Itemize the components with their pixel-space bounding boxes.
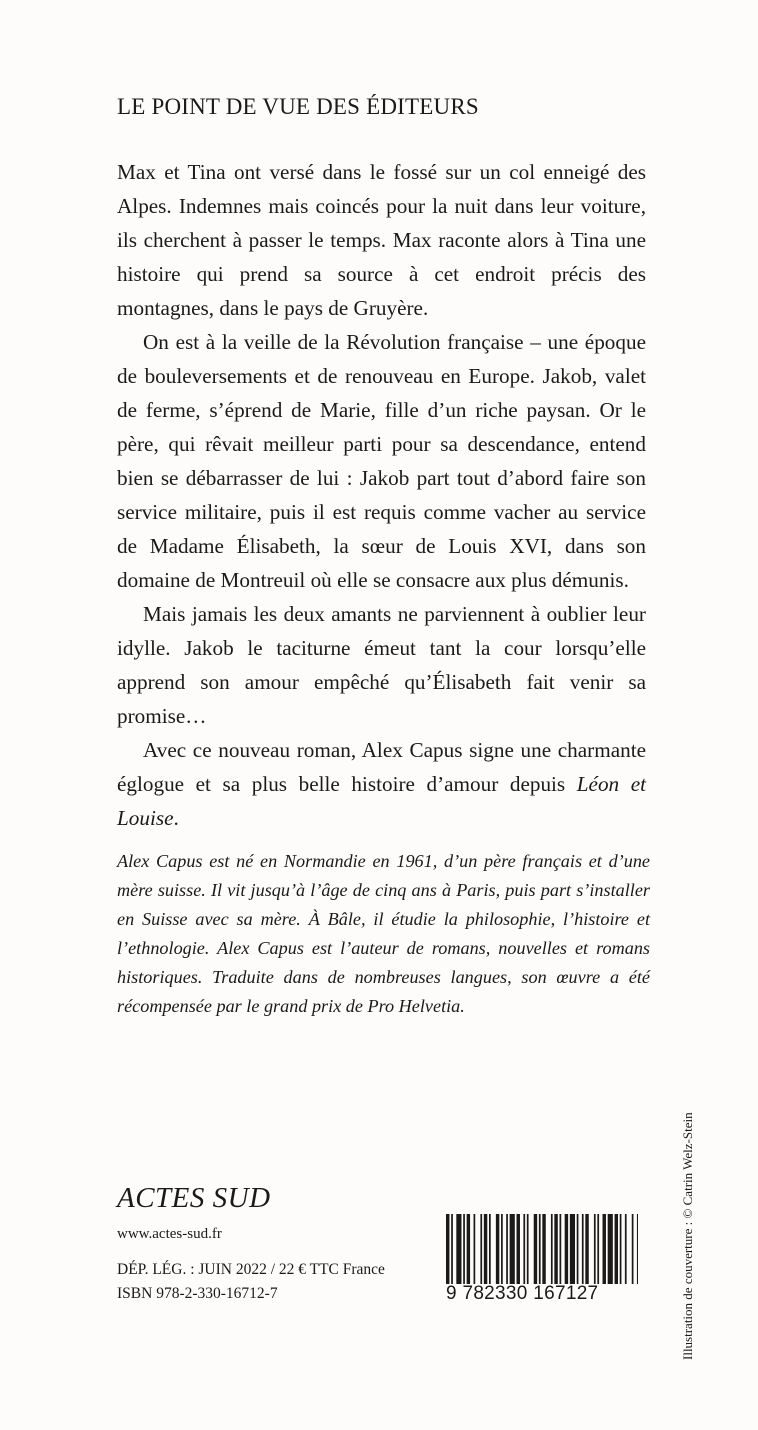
barcode-bar — [517, 1214, 520, 1284]
barcode-bar — [496, 1214, 499, 1284]
barcode-bar — [577, 1214, 579, 1284]
isbn: ISBN 978-2-330-16712-7 — [117, 1285, 278, 1302]
barcode-bar — [603, 1214, 606, 1284]
blurb-paragraph-4-text: Avec ce nouveau roman, Alex Capus signe une charmante églogue et sa plus belle histoire d’amour depuis — [117, 738, 646, 796]
barcode-bar — [582, 1214, 584, 1284]
blurb-paragraph-4-end: . — [173, 806, 179, 830]
legal-deposit-price: DÉP. LÉG. : JUIN 2022 / 22 € TTC France — [117, 1261, 385, 1278]
barcode-bar — [620, 1214, 622, 1284]
section-heading: LE POINT DE VUE DES ÉDITEURS — [117, 94, 479, 119]
barcode-bar — [463, 1214, 465, 1284]
barcode-bar — [615, 1214, 618, 1284]
barcode-bar — [523, 1214, 525, 1284]
barcode-bar — [594, 1214, 596, 1284]
blurb-paragraph-4 — [117, 733, 646, 835]
barcode-bar — [539, 1214, 541, 1284]
barcode-bar — [527, 1214, 529, 1284]
barcode-bar — [632, 1214, 634, 1284]
barcode-bar — [489, 1214, 491, 1284]
barcode-bar — [484, 1214, 487, 1284]
barcode-bar — [585, 1214, 588, 1284]
barcode-digits: 9 782330 167127 — [446, 1283, 599, 1304]
barcode-bar — [565, 1214, 568, 1284]
barcode-bar — [570, 1214, 575, 1284]
barcode-bar — [480, 1214, 482, 1284]
publisher-website: www.actes-sud.fr — [117, 1226, 222, 1242]
barcode-bar — [534, 1214, 537, 1284]
barcode-bar — [554, 1214, 557, 1284]
barcode-bars — [446, 1214, 638, 1284]
barcode-bar — [608, 1214, 613, 1284]
barcode-bar — [474, 1214, 476, 1284]
barcode-bar — [551, 1214, 553, 1284]
barcode-bar — [501, 1214, 503, 1284]
publisher-logo: ACTES SUD — [117, 1182, 271, 1214]
barcode-bar — [456, 1214, 461, 1284]
book-title-reference: Léon et Louise — [117, 772, 647, 830]
legal-info — [117, 1258, 385, 1306]
blurb-paragraph-2: On est à la veille de la Révolution française – une époque de bouleversements et de renouveau en Europe. Jakob, valet de ferme, s’éprend de Marie, fille d’un riche paysan. Or le père, qui rêvait meilleur parti pour sa descendance, entend bien se débarrasser de lui : Jakob part tout d’abord faire son service militaire, puis il est requis comme vacher au service de Madame Élisabeth, la sœur de Louis XVI, dans son domaine de Montreuil où elle se consacre aux plus démunis. — [117, 330, 646, 592]
barcode-bar — [542, 1214, 545, 1284]
blurb-paragraph-3: Mais jamais les deux amants ne parviennent à oublier leur idylle. Jakob le taciturne émeut tant la cour lorsqu’elle apprend son amour empêché qu’Élisabeth fait venir sa promise… — [117, 602, 646, 728]
barcode-bar — [467, 1214, 470, 1284]
barcode-bar — [451, 1214, 453, 1284]
publisher-blurb — [117, 155, 646, 835]
barcode-bar — [597, 1214, 599, 1284]
author-bio: Alex Capus est né en Normandie en 1961, d’un père français et d’une mère suisse. Il vit jusqu’à l’âge de cinq ans à Paris, puis part s’installer en Suisse avec sa mère. À Bâle, il étudie la philosophie, l’histoire et l’ethnologie. Alex Capus est l’auteur de romans, nouvelles et romans historiques. Traduite dans de nombreuses langues, son œuvre a été récompensée par le grand prix de Pro Helvetia. — [117, 851, 650, 1016]
barcode-bar — [446, 1214, 449, 1284]
cover-illustration-credit: Illustration de couverture : © Catrin Welz-Stein — [680, 1112, 695, 1360]
barcode-bar — [637, 1214, 638, 1284]
barcode-bar — [506, 1214, 508, 1284]
blurb-paragraph-1: Max et Tina ont versé dans le fossé sur un col enneigé des Alpes. Indemnes mais coincés pour la nuit dans leur voiture, ils cherchent à passer le temps. Max raconte alors à Tina une histoire qui prend sa source à cet endroit précis des montagnes, dans le pays de Gruyère. — [117, 160, 646, 320]
barcode-bar — [560, 1214, 562, 1284]
barcode-bar — [625, 1214, 627, 1284]
barcode-bar — [510, 1214, 515, 1284]
